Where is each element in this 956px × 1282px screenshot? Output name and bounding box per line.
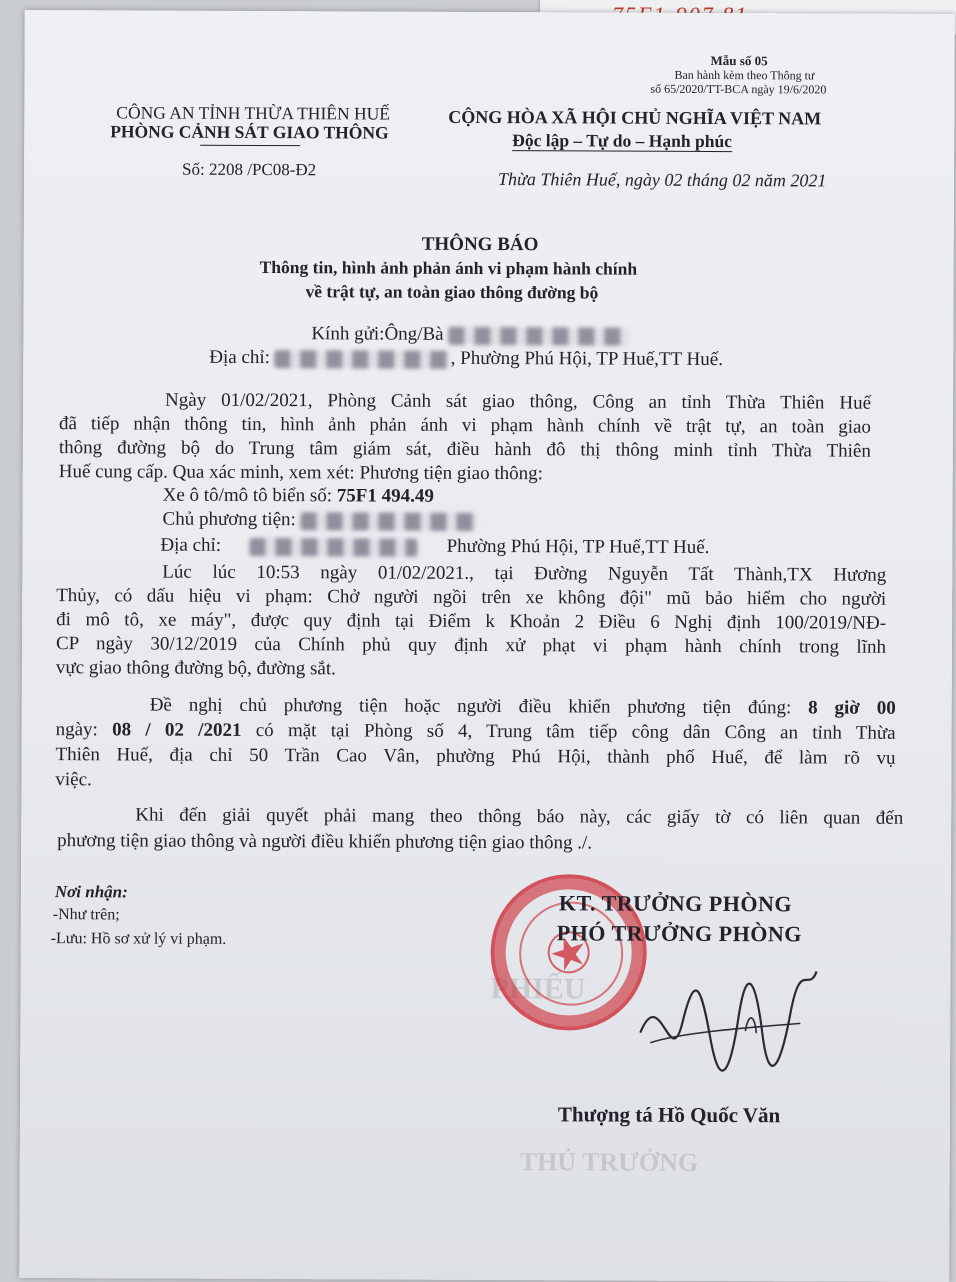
appointment-date: 08 / 02 /2021 bbox=[112, 719, 242, 741]
owner-address-line bbox=[160, 535, 709, 559]
form-issued-line2: số 65/2020/TT-BCA ngày 19/6/2020 bbox=[650, 81, 827, 97]
p2-line: Thủy, có dấu hiệu vi phạm: Chở người ngồi trên xe không đội" mũ bảo hiểm cho người bbox=[56, 585, 887, 610]
form-issued-line1: Ban hành kèm theo Thông tư bbox=[674, 67, 815, 83]
p1-line: Huế cung cấp. Qua xác minh, xem xét: Phương tiện giao thông: bbox=[58, 461, 543, 485]
p4-line-1: Khi đến giải quyết phải mang theo thông báo này, các giấy tờ có liên quan đến bbox=[135, 804, 904, 829]
department-name bbox=[110, 121, 389, 143]
signatory-title-2: PHÓ TRƯỞNG PHÒNG bbox=[556, 920, 802, 947]
document-page bbox=[19, 10, 955, 1282]
republic-name: CỘNG HÒA XÃ HỘI CHỦ NGHĨA VIỆT NAM bbox=[448, 106, 822, 129]
p2-line: Lúc lúc 10:53 ngày 01/02/2021., tại Đường Nguyễn Tất Thành,TX Hương bbox=[162, 561, 887, 586]
recipient-item: -Như trên; bbox=[52, 906, 120, 924]
vehicle-plate-line bbox=[163, 485, 434, 508]
p3-line-2 bbox=[56, 717, 896, 746]
bleed-through-text: PHIẾU bbox=[490, 972, 586, 1006]
p3-line-1 bbox=[150, 693, 896, 721]
p3-line-3: Thiên Huế, địa chỉ 50 Trần Cao Vân, phường Phú Hội, thành phố Huế, để làm rõ vụ bbox=[55, 744, 896, 769]
paragraph-3 bbox=[55, 692, 895, 796]
plate-label: Xe ô tô/mô tô biển số: bbox=[162, 484, 333, 507]
subject-line-1: Thông tin, hình ảnh phản ánh vi phạm hành chính bbox=[259, 257, 638, 279]
recipient-greeting-text: Kính gửi:Ông/Bà bbox=[311, 323, 444, 345]
handwritten-signature bbox=[620, 963, 831, 1084]
recipient-greeting bbox=[311, 323, 628, 346]
owner-label: Chủ phương tiện: bbox=[162, 508, 296, 531]
document-title: THÔNG BÁO bbox=[421, 233, 539, 256]
p3-text: Đề nghị chủ phương tiện hoặc người điều khiển phương tiện đúng: bbox=[149, 694, 809, 719]
bleed-through-text: THỦ TRƯỞNG bbox=[519, 1147, 699, 1177]
signatory-title-1: KT. TRƯỞNG PHÒNG bbox=[558, 890, 793, 917]
redacted-name bbox=[448, 326, 628, 345]
agency-name: CÔNG AN TỈNH THỪA THIÊN HUẾ bbox=[116, 102, 391, 124]
p2-line: đi mô tô, xe máy", được quy định tại Điểm k Khoản 2 Điều 6 Nghị định 100/2019/NĐ- bbox=[56, 609, 887, 634]
p2-line: vực giao thông đường bộ, đường sắt. bbox=[55, 657, 336, 680]
owner-address-label: Địa chỉ: bbox=[160, 534, 222, 556]
place-and-date: Thừa Thiên Huế, ngày 02 tháng 02 năm 2021 bbox=[497, 169, 827, 191]
recipient-item: -Lưu: Hồ sơ xử lý vi phạm. bbox=[50, 930, 227, 948]
p1-line: Ngày 01/02/2021, Phòng Cảnh sát giao thông, Công an tỉnh Thừa Thiên Huế bbox=[165, 389, 872, 414]
department-name-text: PHÒNG CẢNH SÁT GIAO THÔNG bbox=[110, 121, 389, 143]
appointment-time: 8 giờ 00 bbox=[808, 697, 896, 719]
owner-address-rest: Phường Phú Hội, TP Huế,TT Huế. bbox=[446, 535, 710, 558]
redacted-owner bbox=[301, 512, 477, 531]
national-motto bbox=[512, 130, 732, 152]
p1-line: đã tiếp nhận thông tin, hình ảnh phản ánh vi phạm hành chính về trật tự, an toàn giao bbox=[58, 413, 872, 438]
vehicle-owner-line bbox=[163, 509, 477, 532]
address-rest: , Phường Phú Hội, TP Huế,TT Huế. bbox=[450, 347, 724, 371]
recipient-address bbox=[209, 347, 723, 371]
signer-name: Thượng tá Hồ Quốc Văn bbox=[557, 1102, 781, 1128]
plate-number: 75F1 494.49 bbox=[336, 485, 434, 507]
p1-line: thông đường bộ do Trung tâm giám sát, điều hành đô thị thông minh tỉnh Thừa Thiên bbox=[58, 437, 871, 462]
p3-text: ngày: bbox=[55, 719, 113, 741]
redacted-owner-address bbox=[250, 538, 418, 557]
recipients-label: Nơi nhận: bbox=[54, 882, 128, 902]
national-motto-text: Độc lập – Tự do – Hạnh phúc bbox=[512, 130, 733, 152]
p4-line-2: phương tiện giao thông và người điều khiển phương tiện giao thông ./. bbox=[57, 830, 593, 854]
p2-line: CP ngày 30/12/2019 của Chính phủ quy định xử phạt vi phạm hành chính trong lĩnh bbox=[55, 633, 887, 658]
paragraph-4 bbox=[57, 802, 903, 858]
department-underline bbox=[200, 145, 300, 146]
form-number: Mẫu số 05 bbox=[710, 52, 768, 69]
address-label: Địa chỉ: bbox=[209, 346, 270, 369]
paragraph-2 bbox=[56, 560, 887, 684]
document-number: Số: 2208 /PC08-Đ2 bbox=[182, 159, 317, 180]
p3-text: có mặt tại Phòng số 4, Trung tâm tiếp công dân Công an tỉnh Thừa bbox=[241, 719, 896, 744]
p3-line-4: việc. bbox=[55, 769, 92, 791]
paragraph-1 bbox=[59, 388, 871, 488]
subject-line-2: về trật tự, an toàn giao thông đường bộ bbox=[305, 281, 599, 303]
redacted-address bbox=[275, 350, 451, 369]
